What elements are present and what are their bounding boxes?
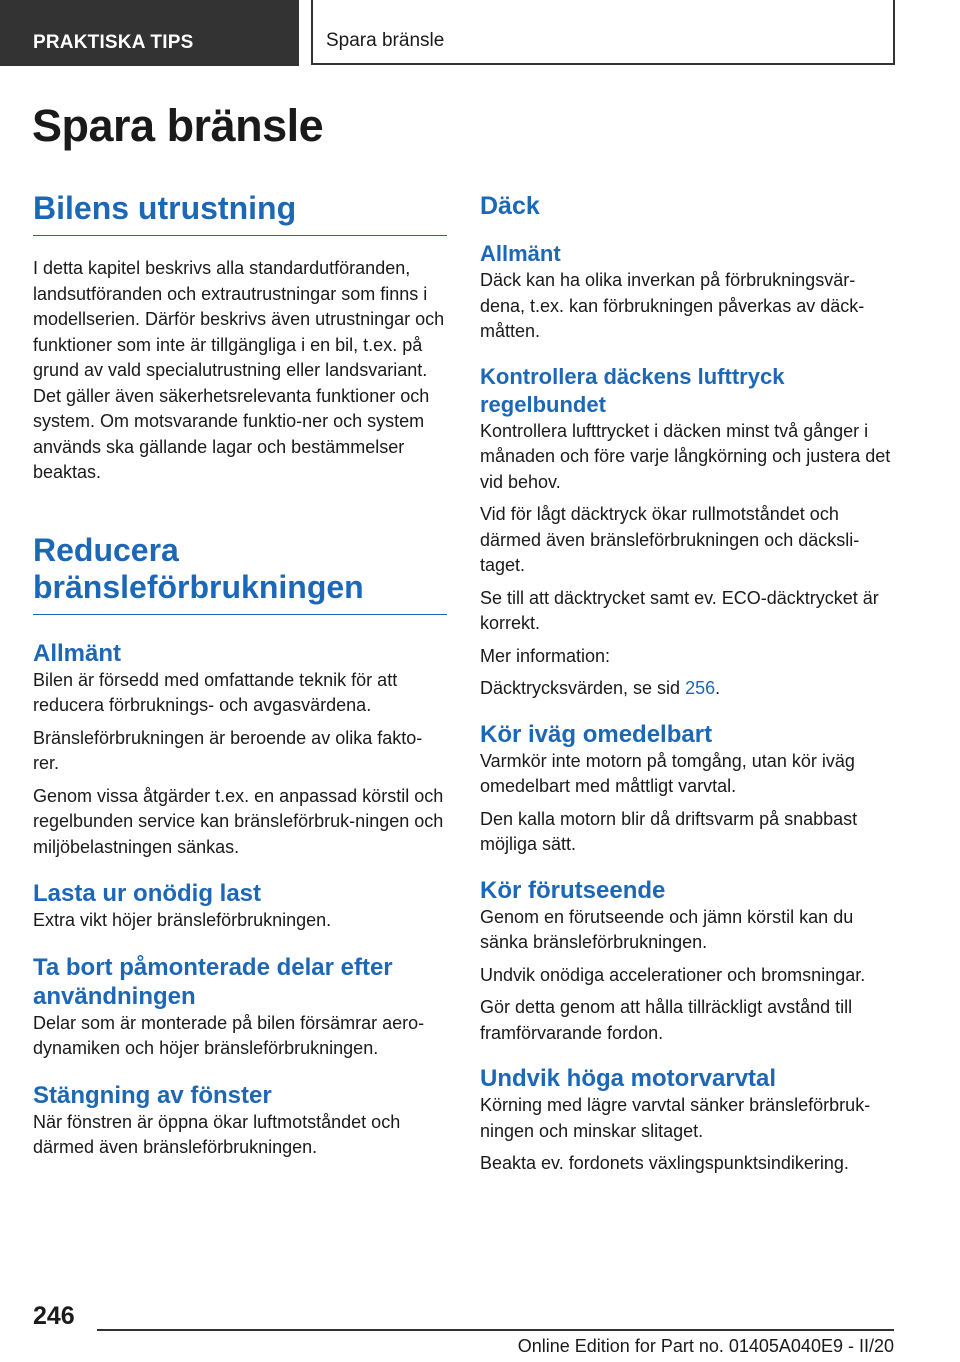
rpm-text-2: Beakta ev. fordonets växlingspunktsindikering. bbox=[480, 1153, 849, 1173]
chapter-tab: Spara bränsle bbox=[311, 0, 895, 65]
anticipate-text-2: Undvik onödiga accelerationer och bromsningar. bbox=[480, 964, 866, 985]
equipment-heading: Bilens utrustning bbox=[33, 190, 447, 236]
left-column bbox=[33, 190, 447, 1161]
page-number: 246 bbox=[33, 1302, 75, 1330]
load-heading: Lasta ur onödig last bbox=[33, 880, 262, 907]
general-text-3: Genom vissa åtgärder t.ex. en anpassad körstil och regelbunden service kan bränsleförbruk-ningen och miljöbelastningen sänkas. bbox=[33, 785, 444, 857]
anticipate-text-1: Genom en förutseende och jämn körstil kan du sänka bränsleförbrukningen. bbox=[480, 906, 854, 952]
pressure-text-4: Mer information: bbox=[480, 645, 611, 666]
reduce-heading: Reducera bränsleförbrukningen bbox=[33, 532, 447, 615]
rpm-text-1: Körning med lägre varvtal sänker bränsleförbruk-ningen och minskar slitaget. bbox=[480, 1095, 871, 1141]
parts-text: Delar som är monterade på bilen försämrar aero-dynamiken och höjer bränsleförbrukningen. bbox=[33, 1012, 425, 1058]
tyres-general-text: Däck kan ha olika inverkan på förbrukningsvär-dena, t.ex. kan förbrukningen påverkas av däck-måtten. bbox=[480, 270, 865, 341]
footer-divider bbox=[97, 1329, 894, 1331]
section-tab: PRAKTISKA TIPS bbox=[0, 0, 299, 66]
pressure-text-1: Kontrollera lufttrycket i däcken minst två gånger i månaden och före varje långkörning och justera det vid behov. bbox=[480, 420, 891, 492]
page-title: Spara bränsle bbox=[32, 100, 324, 151]
page-header bbox=[0, 0, 960, 66]
general-heading: Allmänt bbox=[33, 639, 122, 667]
pressure-reference-text: Däcktrycksvärden, se sid bbox=[480, 678, 686, 698]
pressure-reference-end: . bbox=[715, 678, 721, 698]
parts-heading: Ta bort påmonterade delar efter användningen bbox=[33, 953, 393, 1010]
rpm-heading: Undvik höga motorvarvtal bbox=[480, 1065, 777, 1092]
general-text-2: Bränsleförbrukningen är beroende av olika fakto-rer. bbox=[33, 727, 423, 773]
windows-heading: Stängning av fönster bbox=[33, 1081, 272, 1109]
edition-note: Online Edition for Part no. 01405A040E9 - II/20 bbox=[517, 1336, 894, 1356]
windows-text: När fönstren är öppna ökar luftmotståndet och därmed även bränsleförbrukningen. bbox=[33, 1111, 401, 1157]
load-text: Extra vikt höjer bränsleförbrukningen. bbox=[33, 910, 332, 930]
pressure-text-2: Vid för lågt däcktryck ökar rullmotståndet och därmed även bränsleförbrukningen och däcksli-taget. bbox=[480, 504, 860, 575]
drive-off-heading: Kör iväg omedelbart bbox=[480, 720, 713, 748]
general-text-1: Bilen är försedd med omfattande teknik för att reducera förbruknings- och avgasvärdena. bbox=[33, 669, 398, 715]
pressure-text-3: Se till att däcktrycket samt ev. ECO-däcktrycket är korrekt. bbox=[480, 587, 879, 633]
anticipate-text-3: Gör detta genom att hålla tillräckligt avstånd till framförvarande fordon. bbox=[480, 997, 853, 1043]
drive-off-text-1: Varmkör inte motorn på tomgång, utan kör iväg omedelbart med måttligt varvtal. bbox=[480, 750, 855, 796]
drive-off-text-2: Den kalla motorn blir då driftsvarm på snabbast möjliga sätt. bbox=[480, 808, 858, 854]
tyres-general-heading: Allmänt bbox=[480, 241, 561, 266]
anticipate-heading: Kör förutseende bbox=[480, 876, 666, 904]
pressure-heading: Kontrollera däckens lufttryck regelbundet bbox=[480, 363, 785, 417]
tyres-heading: Däck bbox=[480, 192, 540, 220]
equipment-text: I detta kapitel beskrivs alla standardutföranden, landsutföranden och extrautrustningar som finns i modellserien. Därför beskrivs även utrustningar och funktioner som inte är tillgängliga i en bil, t.ex. på grund av vald specialutrustning eller landsvariant. Det gäller även säkerhetsrelevanta funktioner och system. Om motsvarande funktio-ner och system används ska gällande lagar och bestämmelser beaktas. bbox=[33, 258, 445, 482]
pressure-reference bbox=[480, 676, 896, 702]
right-column bbox=[480, 190, 896, 1177]
page-link-256[interactable]: 256 bbox=[685, 678, 716, 698]
